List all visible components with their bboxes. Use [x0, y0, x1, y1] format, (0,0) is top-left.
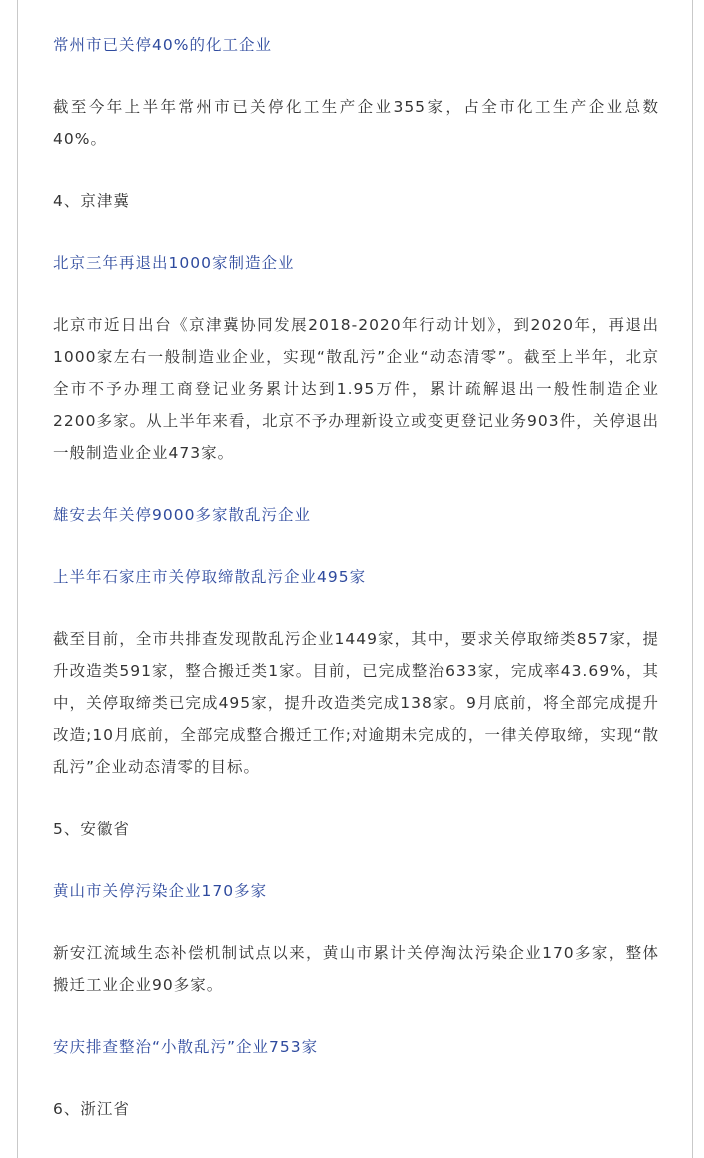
heading-xiongan: 雄安去年关停9000多家散乱污企业	[53, 506, 311, 524]
section-title-zhejiang: 6、浙江省	[53, 1100, 130, 1118]
heading-huangshan: 黄山市关停污染企业170多家	[53, 882, 268, 900]
paragraph-shijiazhuang: 截至目前，全市共排查发现散乱污企业1449家，其中，要求关停取缔类857家，提升改造类591家，整合搬迁类1家。目前，已完成整治633家，完成率43.69%，其中，关停取缔类已完成495家，提升改造类完成138家。9月底前，将全部完成提升改造;10月底前，全部完成整合搬迁工作;对逾期未完成的，一律关停取缔，实现“散乱污”企业动态清零的目标。	[53, 630, 659, 776]
heading-changzhou: 常州市已关停40%的化工企业	[53, 36, 272, 54]
heading-beijing: 北京三年再退出1000家制造企业	[53, 254, 295, 272]
paragraph-huangshan: 新安江流域生态补偿机制试点以来，黄山市累计关停淘汰污染企业170多家，整体搬迁工业企业90多家。	[53, 944, 659, 994]
section-title-jingjinji: 4、京津冀	[53, 192, 130, 210]
section-title-anhui: 5、安徽省	[53, 820, 130, 838]
heading-shijiazhuang: 上半年石家庄市关停取缔散乱污企业495家	[53, 568, 367, 586]
heading-anqing: 安庆排查整治“小散乱污”企业753家	[53, 1038, 319, 1056]
paragraph-changzhou: 截至今年上半年常州市已关停化工生产企业355家，占全市化工生产企业总数40%。	[53, 98, 659, 148]
paragraph-beijing: 北京市近日出台《京津冀协同发展2018-2020年行动计划》，到2020年，再退出1000家左右一般制造业企业，实现“散乱污”企业“动态清零”。截至上半年，北京全市不予办理工商登记业务累计达到1.95万件，累计疏解退出一般性制造企业2200多家。从上半年来看，北京不予办理新设立或变更登记业务903件，关停退出一般制造业企业473家。	[53, 316, 659, 462]
